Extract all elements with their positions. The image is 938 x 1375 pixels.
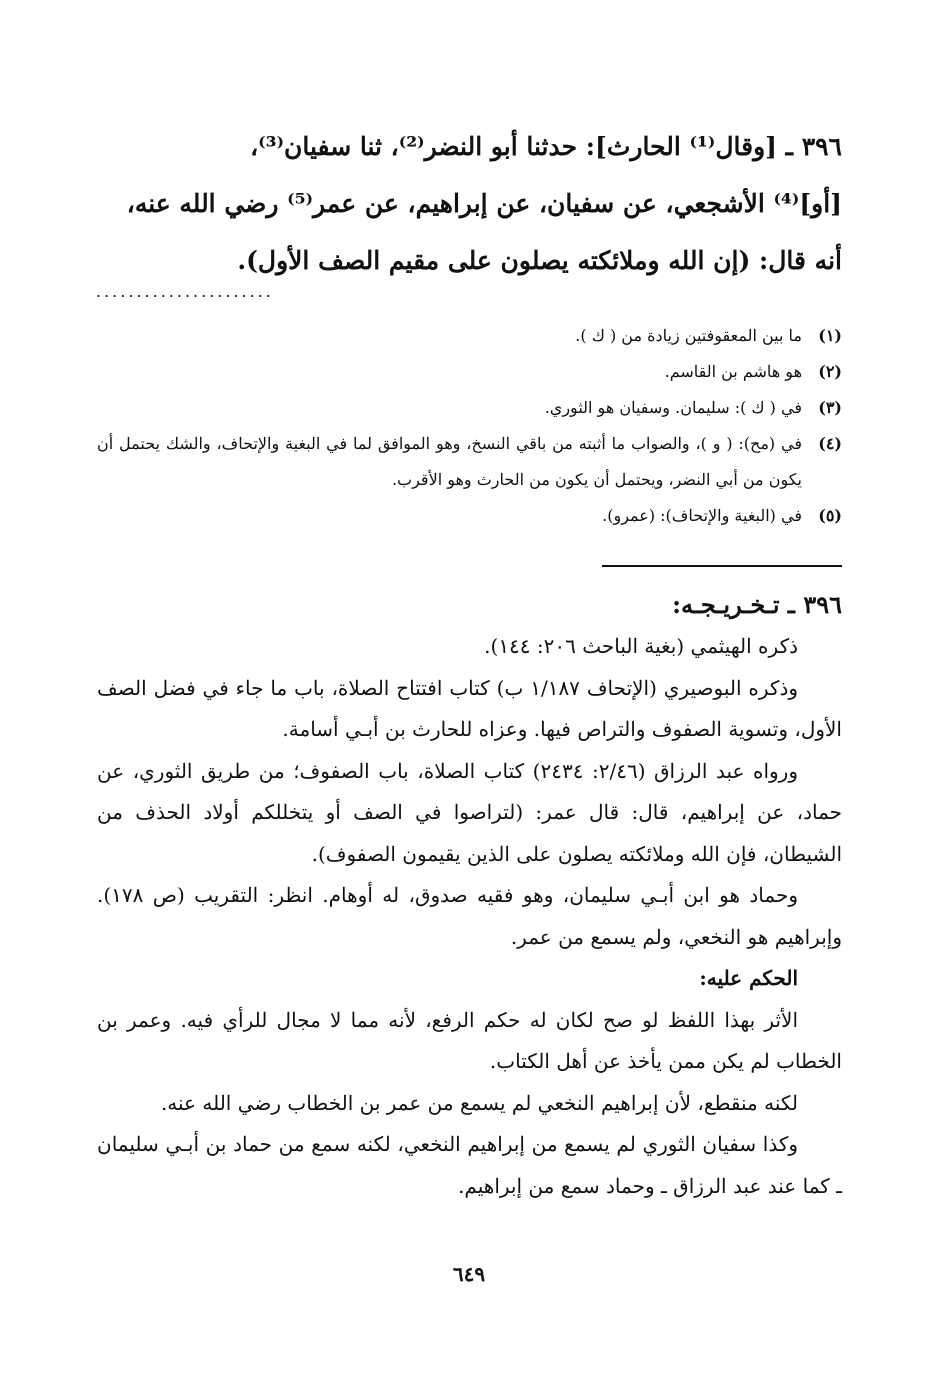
hukm-paragraph: لكنه منقطع، لأن إبراهيم النخعي لم يسمع من عمر بن الخطاب رضي الله عنه. bbox=[160, 1090, 798, 1115]
hadith-line: أنه قال: (إن الله وملائكته يصلون على مقيم الصف الأول). bbox=[237, 246, 842, 275]
takhrij-paragraph: ذكره الهيثمي (بغية الباحث ٢٠٦: ١٤٤). bbox=[484, 634, 798, 658]
takhrij-paragraph: ورواه عبد الرزاق (٢/٤٦: ٢٤٣٤) كتاب الصلاة، باب الصفوف؛ من طريق الثوري، عن حماد، عن إبراهيم، قال: قال عمر: (لتراصوا في الصف أو يتخللكم أولاد الحذف من الشيطان، فإن الله وملائكته يصلون على الذين يقيمون الصفوف). bbox=[97, 758, 842, 866]
hadith-line: [أو]⁽⁴⁾ الأشجعي، عن سفيان، عن إبراهيم، عن عمر⁽⁵⁾ رضي الله عنه، bbox=[126, 189, 842, 218]
footnote-text: في (مح): ( و )، والصواب ما أثبته من باقي النسخ، وهو الموافق لما في البغية والإتحاف، والشك يحتمل أن يكون من أبي النضر، ويحتمل أن يكون من الحارث وهو الأقرب. bbox=[97, 434, 803, 489]
page-number: ٦٤٩ bbox=[452, 1262, 486, 1286]
takhrij-paragraph: وحماد هو ابن أبـي سليمان، وهو فقيه صدوق، له أوهام. انظر: التقريب (ص ١٧٨). وإبراهيم هو النخعي، ولم يسمع من عمر. bbox=[97, 883, 842, 949]
section-divider bbox=[602, 565, 842, 567]
footnote-text: هو هاشم بن القاسم. bbox=[664, 362, 802, 381]
footnote bbox=[97, 426, 842, 498]
footnote bbox=[97, 354, 842, 390]
footnote-number: (٤) bbox=[818, 434, 842, 453]
footnote bbox=[97, 390, 842, 426]
hukm-paragraph: الأثر بهذا اللفظ لو صح لكان له حكم الرفع، لأنه مما لا مجال للرأي فيه. وعمر بن الخطاب لم يكن ممن يأخذ عن أهل الكتاب. bbox=[97, 1007, 842, 1073]
footnotes bbox=[97, 318, 842, 534]
footnote-text: في ( ك ): سليمان. وسفيان هو الثوري. bbox=[544, 398, 802, 417]
footnote-number: (٣) bbox=[818, 398, 842, 417]
hadith-line: ٣٩٦ ـ [وقال⁽¹⁾ الحارث]: حدثنا أبو النضر⁽²⁾، ثنا سفيان⁽³⁾، bbox=[250, 132, 842, 161]
footnote-number: (٢) bbox=[818, 362, 842, 381]
footnote-separator: ...................... bbox=[96, 282, 274, 301]
footnote-number: (١) bbox=[818, 326, 842, 345]
footnote-text: في (البغية والإتحاف): (عمرو). bbox=[602, 506, 802, 525]
footnote bbox=[97, 318, 842, 354]
takhrij-heading: ٣٩٦ ـ تـخـريـجـه: bbox=[672, 590, 842, 619]
footnote bbox=[97, 498, 842, 534]
footnote-number: (٥) bbox=[818, 506, 842, 525]
takhrij-body bbox=[97, 626, 842, 1207]
takhrij-paragraph: وذكره البوصيري (الإتحاف ١/١٨٧ ب) كتاب افتتاح الصلاة، باب ما جاء في فضل الصف الأول، وتسوية الصفوف والتراص فيها. وعزاه للحارث بن أبـي أسامة. bbox=[97, 675, 842, 741]
hukm-heading: الحكم عليه: bbox=[699, 966, 798, 990]
hadith-text bbox=[97, 118, 842, 289]
hukm-paragraph: وكذا سفيان الثوري لم يسمع من إبراهيم النخعي، لكنه سمع من حماد بن أبـي سليمان ـ كما عند عبد الرزاق ـ وحماد سمع من إبراهيم. bbox=[97, 1132, 842, 1198]
footnote-text: ما بين المعقوفتين زيادة من ( ك ). bbox=[575, 326, 802, 345]
